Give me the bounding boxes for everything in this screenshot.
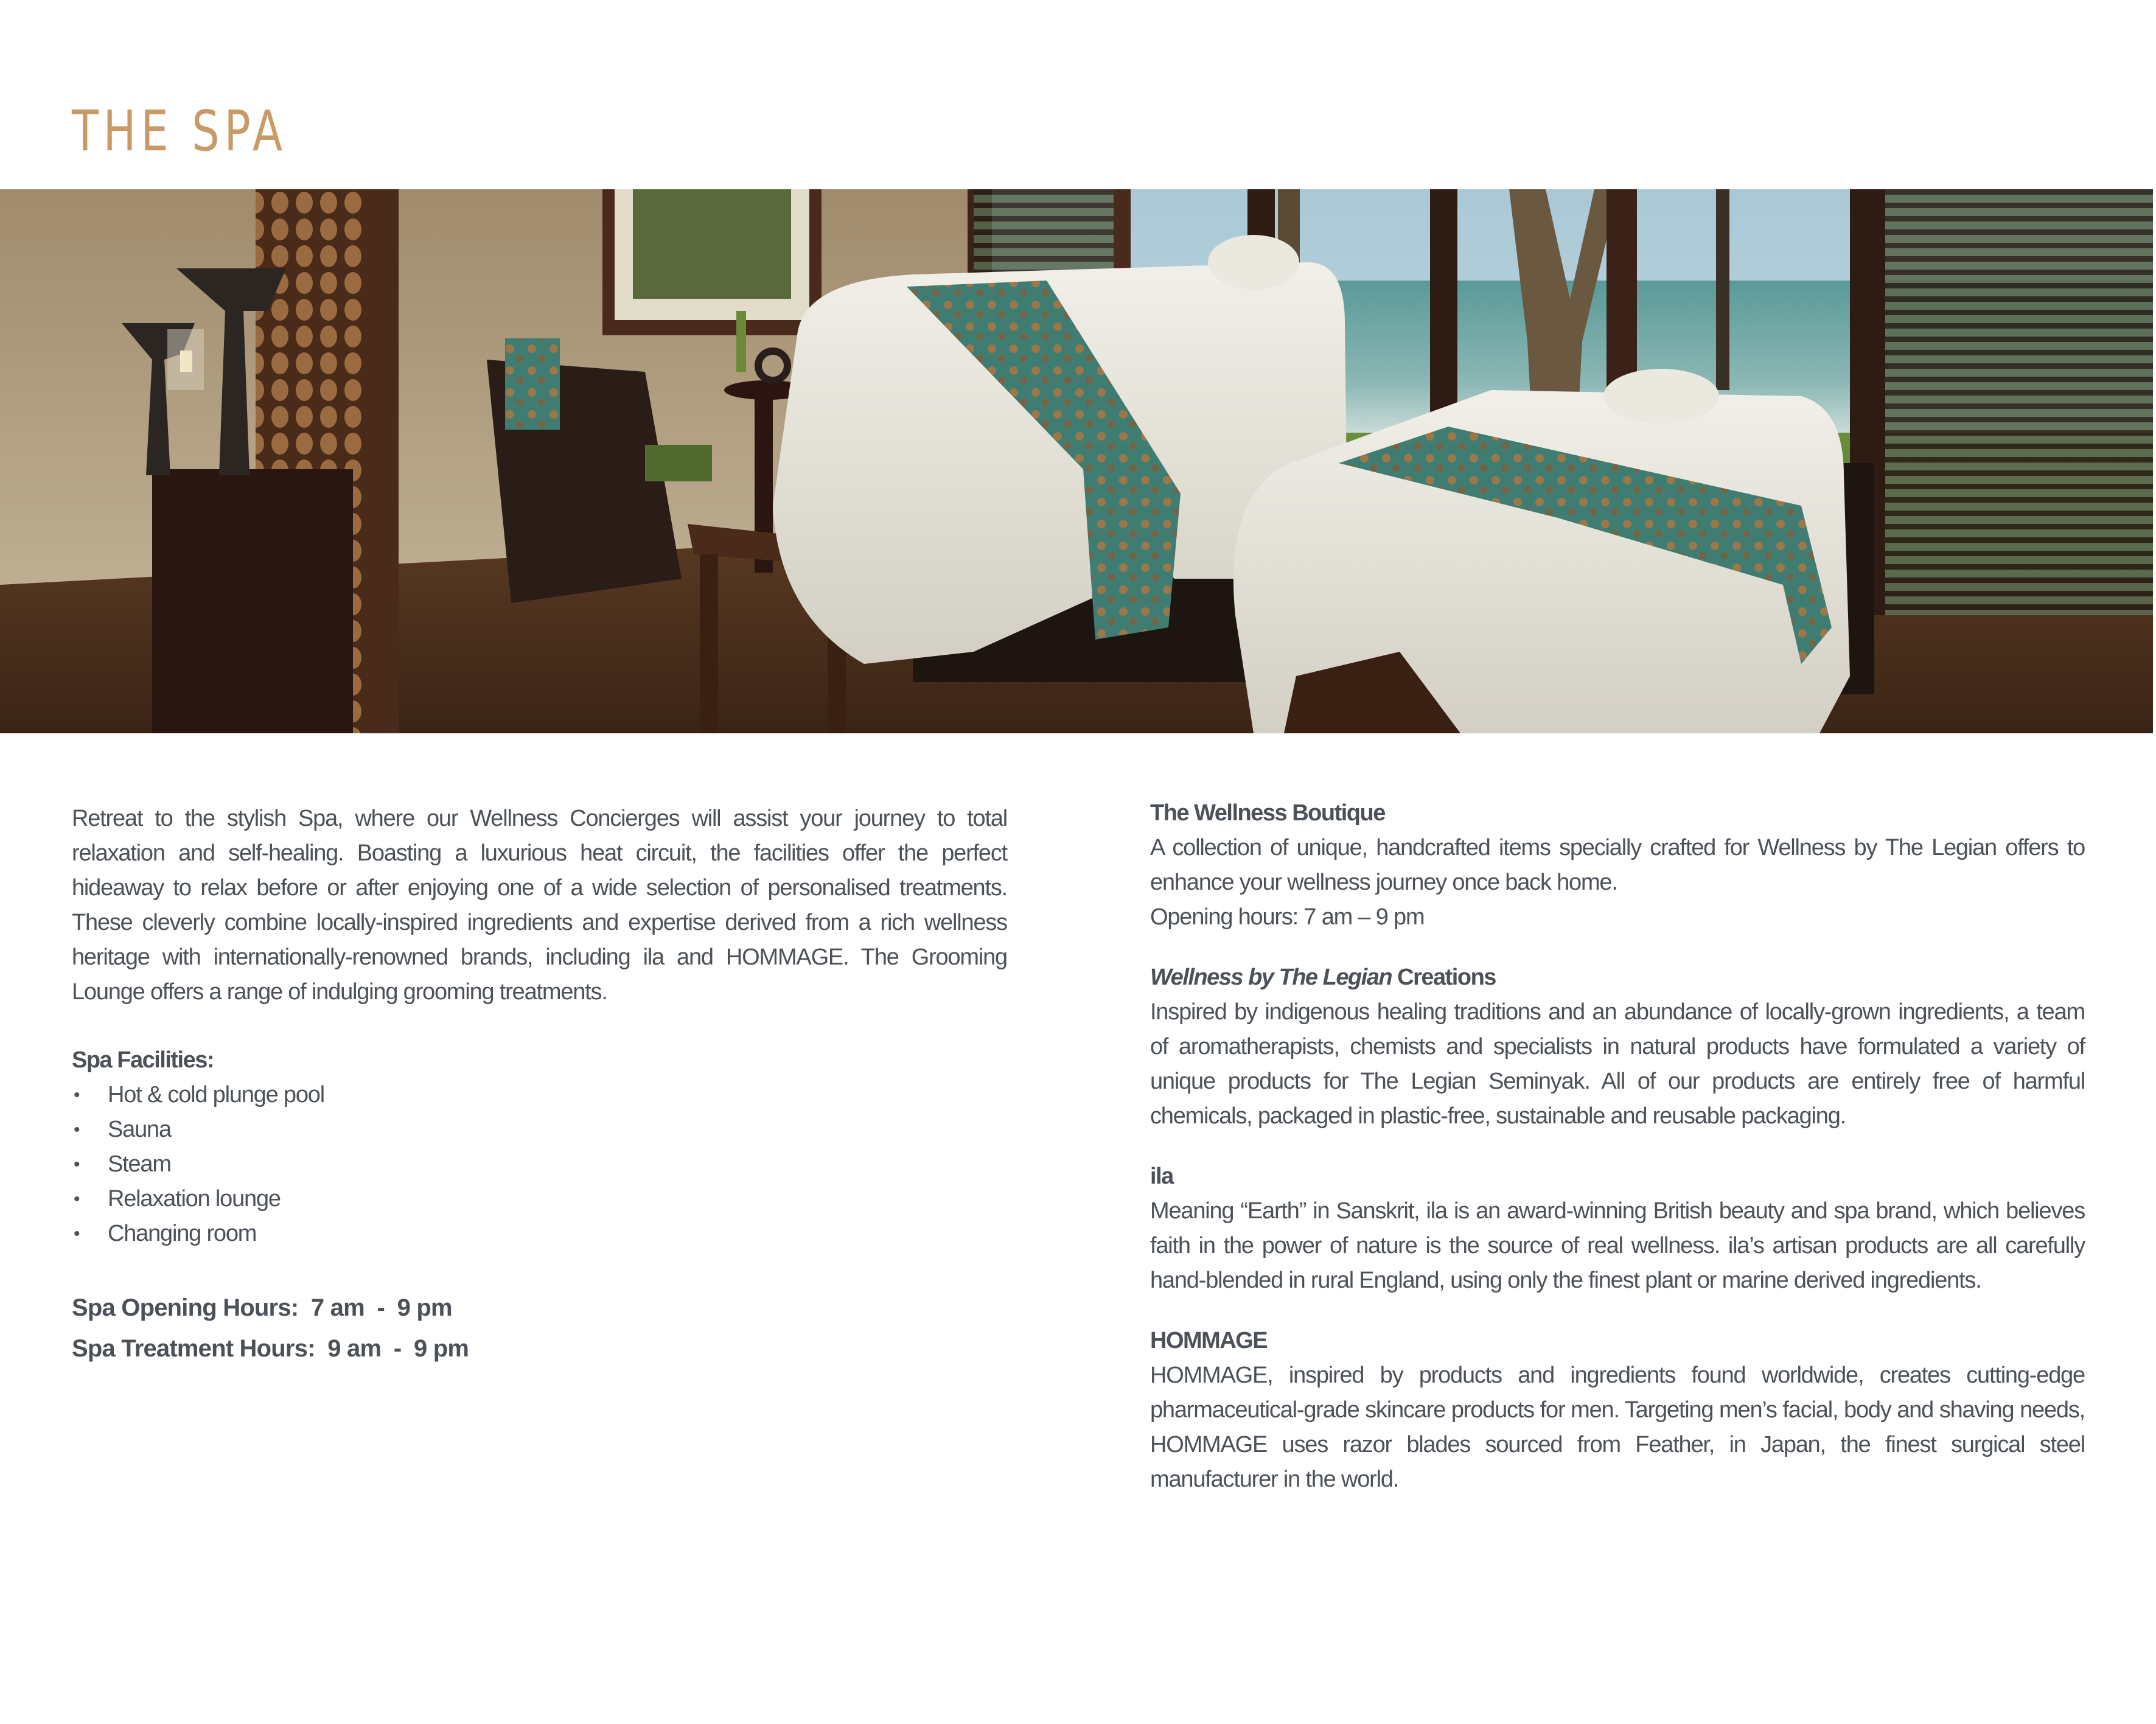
- bullet-icon: •: [74, 1154, 80, 1174]
- right-column: [1150, 796, 2085, 1497]
- spa-facilities-heading: Spa Facilities:: [72, 1047, 214, 1073]
- spa-room-photo: [0, 189, 2153, 733]
- legian-creations-body: Inspired by indigenous healing traditions and an abundance of locally-grown ingredients, a team of aromatherapists, chemists and specialists in natural products have formulated a variety of unique products for The Legian Seminyak. All of our products are entirely free of harmful chemicals, packaged in plastic-free, sustainable and reusable packaging.: [1150, 999, 2085, 1129]
- page-title: THE SPA: [72, 98, 287, 164]
- bullet-icon: •: [74, 1224, 80, 1244]
- spa-intro-paragraph: Retreat to the stylish Spa, where our Wellness Concierges will assist your journey to total relaxation and self-healing. Boasting a luxurious heat circuit, the facilities offer the perfect hideaway to relax before or after enjoying one of a wide selection of personalised treatments. These cleverly combine locally-inspired ingredients and expertise derived from a rich wellness heritage with internationally-renowned brands, including ila and HOMMAGE. The Grooming Lounge offers a range of indulging grooming treatments.: [72, 806, 1007, 1005]
- wellness-boutique-section: [1150, 796, 2085, 935]
- list-item: • Steam: [72, 1147, 1007, 1182]
- list-item: • Relaxation lounge: [72, 1182, 1007, 1216]
- legian-creations-heading: Wellness by The Legian Creations: [1150, 965, 1496, 990]
- wellness-boutique-heading: The Wellness Boutique: [1150, 800, 1385, 826]
- hommage-heading: HOMMAGE: [1150, 1328, 1268, 1353]
- ila-heading: ila: [1150, 1164, 1173, 1189]
- bullet-icon: •: [74, 1189, 80, 1209]
- legian-creations-section: [1150, 960, 2085, 1134]
- hommage-section: [1150, 1324, 2085, 1497]
- list-item: • Sauna: [72, 1112, 1007, 1147]
- bullet-icon: •: [74, 1120, 80, 1140]
- left-column: [72, 801, 1007, 1369]
- spa-treatment-hours: Spa Treatment Hours: 9 am - 9 pm: [72, 1335, 469, 1362]
- ila-section: [1150, 1159, 2085, 1298]
- wellness-boutique-hours: Opening hours: 7 am – 9 pm: [1150, 904, 1425, 930]
- ila-body: Meaning “Earth” in Sanskrit, ila is an award-winning British beauty and spa brand, which believes faith in the power of nature is the source of real wellness. ila’s artisan products are all carefully hand-blended in rural England, using only the finest plant or marine derived ingredients.: [1150, 1198, 2085, 1293]
- bullet-icon: •: [74, 1085, 80, 1105]
- spa-opening-hours: Spa Opening Hours: 7 am - 9 pm: [72, 1294, 452, 1321]
- list-item: • Hot & cold plunge pool: [72, 1078, 1007, 1112]
- wellness-boutique-body: A collection of unique, handcrafted items specially crafted for Wellness by The Legian offers to enhance your wellness journey once back home.: [1150, 835, 2085, 895]
- spa-facilities-list: [72, 1078, 1007, 1251]
- list-item: • Changing room: [72, 1216, 1007, 1251]
- hommage-body: HOMMAGE, inspired by products and ingredients found worldwide, creates cutting-edge pharmaceutical-grade skincare products for men. Targeting men’s facial, body and shaving needs, HOMMAGE uses razor blades sourced from Feather, in Japan, the finest surgical steel manufacturer in the world.: [1150, 1363, 2085, 1492]
